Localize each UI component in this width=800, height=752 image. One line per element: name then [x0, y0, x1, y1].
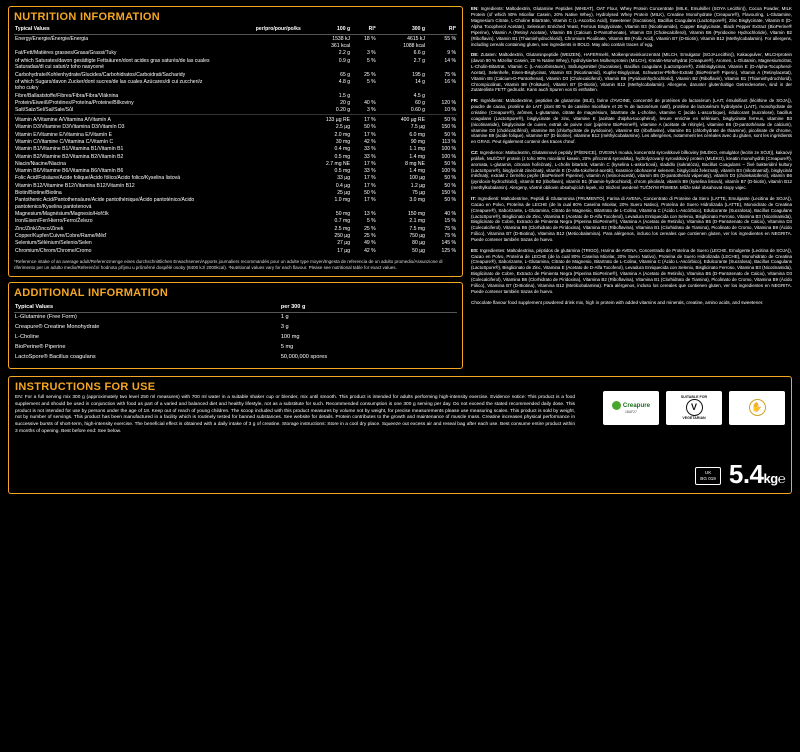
nutrition-row-ri2: 125 % — [441, 247, 456, 254]
nutrition-row-100g: 50 mg — [335, 211, 351, 218]
nutrition-row — [14, 146, 457, 153]
nutrition-row-300g: 60 g — [415, 99, 425, 106]
nutrition-row-ri1: 5 % — [366, 218, 376, 225]
nutrition-row-ri1: 33 % — [364, 153, 376, 160]
estimated-sign-icon: ℮ — [777, 470, 785, 486]
nutrition-row-per — [213, 78, 301, 92]
nutrition-row-100g: 361 kcal — [331, 43, 351, 50]
nutrition-row-100g: 2.5 mg — [334, 225, 351, 232]
nutrition-row — [14, 168, 457, 175]
ingredients-text: Ingredienti: Maltodestrine, Peptidi di Glutammina (FRUMENTO), Farina di AVENA, Concentrato di Proteine da Siero (LATTE, Emulgante (Lecitina de SOJA)), Cacao en Polvo, Proteína de LECHE (de la cual 80% Caseína Micelar, 20% Suero Nativo), Proteína de Suero Hidrolizada (LATTE), Monoidrato de Creatina (Creapure®), Saborizante, L-Glutamina, Citrato de Magnesio, Bitartrato de L-Colina, Vitamina C (Ácido L-Ascórbico), Edulcorante (Sucralosa), Bacillus Coagulans (LactoSpore®), Bisglicinato de Zinc, Vitamina E (Acetato de D-Alfa Tocoferol), Levadura Enriquecida con Selenio, Bisglicinato Ferroso, Vitamina B3 (Nicotinamida), Bisglicinato de Cobre, Extracto de Pimienta Negra (Piperina BioPerine®), Vitamina A (Acetato de Retinilo), Vitamina B5 (D-Pantotenato de Calcio), Vitamina D3 (Colecalciferol), Vitamina B6 (Clorhidrato de Piridoxina), Vitamina B2 (Riboflavina), Vitamina B1 (Clorhidrato de Tiamina), Picolinato de Cromo, Vitamina B9 (Ácido Fólico), Vitamina B7 (D-Biotina), Vitamina B12 (Meticobalamina). Para alérgenos, incluso los cereales que contienen gluten, ver los ingredientes en NEGRITA. Puede contener también trazas de huevo. — [471, 195, 792, 243]
nutrition-row-ri1: 17 % — [364, 160, 376, 167]
nutrition-row-per — [213, 35, 301, 43]
nutrition-row-per — [213, 107, 301, 115]
additional-row — [14, 353, 457, 363]
nutrition-row — [14, 161, 457, 168]
additional-row-name: L-Choline — [15, 334, 39, 341]
nutrition-row-per — [213, 175, 301, 182]
nutrition-row-ri2: 100 % — [441, 146, 456, 153]
nutrition-header-typical: Typical Values — [14, 26, 213, 35]
nutrition-footnote: *Reference intake of an average adult/Referenzmenge eines durchschnittlichen Erwachsenen/Apports journaliers recommandés pour un adulte type moyen/Ingesta de referencia de un adulto promedio/Assunzione di riferimento per un adulto medio/Referenční hodnota příjmu u průměrné dospělé osoby (8400 kJ/ 2000kcal). ¹Nutritional values vary for each flavour. Please see nutritional table for exact values. — [14, 258, 443, 270]
nutrition-row-ri1 — [351, 92, 377, 99]
nutrition-row-per — [213, 43, 301, 50]
ingredients-block — [471, 196, 792, 243]
nutrition-row-ri1: 17 % — [364, 197, 376, 204]
nutrition-body — [14, 35, 457, 255]
right-column — [471, 6, 792, 374]
nutrition-row — [14, 100, 457, 107]
uk-health-mark — [695, 467, 721, 484]
nutrition-row-ri2: 40 % — [444, 211, 456, 218]
ingredients-language-code: EN: — [471, 6, 479, 11]
ingredients-block — [471, 6, 792, 47]
weight-area — [695, 458, 785, 489]
nutrition-row-300g: 75 µg — [412, 190, 425, 197]
nutrition-row-name: Biotin/Biotine/Biotina — [15, 190, 62, 197]
nutrition-row-ri2: 50 % — [444, 175, 456, 182]
nutrition-row-100g: 133 µg RE — [302, 115, 351, 124]
additional-panel — [8, 282, 463, 369]
vegetarian-line2: VEGETARIAN — [682, 416, 706, 421]
nutrition-row-300g: 7.5 mg — [409, 225, 425, 232]
nutrition-row-100g: 0.5 mg — [334, 153, 351, 160]
nutrition-row-300g: 50 µg — [412, 247, 425, 254]
nutrition-header-ri1: RI* — [351, 26, 377, 35]
label-columns — [8, 6, 792, 374]
nutrition-row-100g: 2.5 µg — [335, 124, 351, 131]
nutrition-row-ri1: 42 % — [364, 139, 376, 145]
nutrition-row-ri2: 10 % — [444, 107, 456, 114]
nutrition-row-per — [213, 247, 301, 254]
nutrition-row — [14, 190, 457, 197]
nutrition-row — [14, 240, 457, 247]
additional-row-name: L-Glutamine (Free Form) — [15, 314, 77, 321]
nutrition-row — [14, 50, 457, 57]
additional-row — [14, 323, 457, 333]
nutrition-row-ri1: 25 % — [364, 233, 376, 240]
nutrition-row-per — [213, 100, 301, 107]
nutrition-row-ri2: 50 % — [426, 115, 457, 124]
hand-icon: ✋ — [749, 399, 766, 416]
nutrition-row-100g: 65 g — [340, 71, 351, 78]
nutrition-row-ri2: 50 % — [444, 197, 456, 204]
nutrition-row — [14, 175, 457, 182]
nutrition-row-per — [213, 168, 301, 175]
nutrition-row-name: Vitamin A/Vitamine A/Vitamina A/Vitamín A — [14, 115, 213, 124]
nutrition-row-ri2: 75 % — [444, 71, 456, 78]
nutrition-row-name: Chromium/Chrom/Chrome/Cromo — [15, 247, 92, 254]
net-weight — [728, 458, 785, 489]
nutrition-row-name: Copper/Kupfer/Cuivre/Cobre/Rame/Měď — [15, 233, 107, 240]
nutrition-row-300g: 14 g — [415, 78, 425, 85]
additional-row-value: 50,000,000 spores — [280, 354, 328, 361]
creapure-logo — [612, 401, 650, 410]
nutrition-row-ri2: 100 % — [441, 168, 456, 175]
nutrition-row-name: Vitamin B6/Vitamine B6/Vitamina B6/Vitamín B6 — [15, 168, 124, 175]
ingredients-text: Ingredience: Maltodextrin, Glutaminové peptidy (PŠENICE), OVESNÁ mouka, koncentrát syrovátkové bílkoviny (MLÉKO, emulgátor (lecitin ze SÓJI)), kakaový prášek, MLÉČNÝ protein (z toho 80% micelární kasein, 20% přirozená syrovátka), hydrolyzovaný syrovátkový protein (MLÉKO), kreatin monohydrát (Creapure®), aromata, L-glutamin, citronan hořečnatý, L-cholin bitartrát, vitamín C (kyselina L-askorbová), sladidlo (sukralóza), Bacillus Coagulans – živé bakteriální kultury (LactoSpore®), bisglycinát zinečnatý, vitamín E (D-alfa-tokoferol-acetát), kvasnice obohacené selenem, bisglycinát železnatý, vitamín B3 (nikotinamid), bisglycinát měďnatý, extrakt z černého pepře (BioPerine® Piperine), vitamín A (retinol-acetát), vitamín B5 (D-pantothenát vápenatý), vitamín D3 (cholekalciferol), vitamín B6 (pyridoxin-hydrochlorid), vitamín B2 (riboflavin), vitamín B1 (thiamin-hydrochlorid), chrom pikolinát, vitamín B9 (kyselina listová), vitamín B7 (D-biotin), vitamín B12 (methylkobalamin). Alergeny, včetně obilovin obsahujících lepek, viz Složení uvedené TUČNÝM PÍSMEM. Může také obsahovat stopy vajec. — [471, 149, 792, 191]
nutrition-row-ri1: 40 % — [364, 99, 376, 106]
product-description: Chocolate flavour food supplement powdered drink mix, high in protein with added vitamins and minerals, creatine, amino acids, and sweetener. — [471, 299, 764, 305]
nutrition-row-ri1: 33 % — [364, 168, 376, 175]
nutrition-row-ri1: 17 % — [364, 131, 376, 138]
nutrition-row-name: Vitamin D3/Vitamine D3/Vitamina D3/Vitamín D3 — [15, 124, 125, 131]
nutrition-row-ri2: 150 % — [441, 124, 456, 131]
nutrition-row-name: Vitamin B12/Vitamine B12/Vitamina B12/Vitamín B12 — [15, 182, 135, 189]
instructions-text: EN: For a full serving mix 300 g (approximately two level 250 ml measures) with 700 ml water in a suitable shaker cup or blender, mix until smooth. This product is intended for adults performing high-intensity exercise. Evidence notice: This product is a food supplement and should be used in conjunction with food as part of a varied and balanced diet and healthy lifestyle, not as a substitute for such. Recommended consumption is one 300 g serving per day. Do not exceed the stated recommended daily dose. This product is not intended for use by persons under the age of 18. Keep out of reach of young children. The scoop included with this product measures by volume not by weight, for precise measurements please use measuring scales. This product is sold by weight, not by number of servings. This product has been manufactured in a facility which is routinely tested for banned substances. See website for details. Protein contributes to the growth and maintenance of muscle mass. Creatine increases physical performance in successive bursts of short-term, high-intensity exercise. The beneficial effect is obtained with a daily intake of 3 g of creatine. Storage instructions: Store in a cool dry place. Squeeze out excess air and reseal bag after each use. Best consume entire product within 3 months of opening. Best before end: See below. — [15, 394, 575, 435]
nutrition-row-100g: 0.20 g — [335, 107, 351, 114]
nutrition-row-per — [213, 124, 301, 131]
nutrition-row-name: Carbohydrate/Kohlenhydrate/Glucides/Carbohidratos/Carboidrati/Sacharidy — [15, 71, 186, 78]
nutrition-row-per — [213, 240, 301, 247]
nutrition-row-per — [213, 146, 301, 153]
nutrition-row — [14, 139, 457, 146]
nutrition-row-ri2: 15 % — [444, 218, 456, 225]
nutrition-row — [14, 225, 457, 232]
nutrition-row-ri1 — [351, 43, 377, 50]
nutrition-row-ri2: 50 % — [444, 131, 456, 138]
nutrition-row-ri1: 50 % — [364, 124, 376, 131]
nutrition-row-name: Folic Acid/Folsäure/Acide folique/Ácido fólico/Acido folico/Kyselina listová — [15, 175, 181, 182]
nutrition-row-ri2: 14 % — [444, 57, 456, 64]
nutrition-row-300g: 8 mg NE — [405, 160, 425, 167]
nutrition-row-ri1: 5 % — [366, 57, 376, 64]
ingredients-language-code: FR: — [471, 97, 479, 103]
nutrition-row-per — [213, 190, 301, 197]
nutrition-row-per — [213, 211, 301, 218]
nutrition-row-300g: 1.1 mg — [409, 146, 425, 153]
creapure-badge — [603, 391, 659, 425]
nutrition-row-name — [14, 43, 213, 50]
nutrition-row-ri2: 16 % — [444, 78, 456, 85]
nutrition-row-300g: 400 µg RE — [377, 115, 426, 124]
nutrition-row-100g: 2.0 mg — [334, 131, 351, 138]
nutrition-row-300g: 1.2 µg — [410, 182, 425, 189]
nutrition-header-row — [14, 26, 457, 35]
additional-table — [14, 302, 457, 363]
ingredients-text: Ingrédients: Maltodextrine, peptides de glutamine (BLÉ), farine d'AVOINE, concentré de protéines de lactosérum (LAIT, émulsifiant (lécithine de SOJA)), poudre de cacao, protéine de LAIT (dont 80 % de caséine micellaire et 20 % de lactosérum natif), protéine de lactosérum hydrolysée (LAIT), monohydrate de créatine (Creapure®), arômes, L-glutamine, citrate de magnésium, bitartrate de L-choline, vitamine C (acide L-ascorbique), édulcorant (sucralose), bacillus coagulans (LactoSpore®), bisglycinate de zinc, vitamine E (acétate d'alpha-tocophérol), levure enrichie en sélénium, bisglycinate ferreux, vitamine B3 (nicotinamide), bisglycinate de cuivre, extrait de poivre noir (pipérine BioPerine®), vitamine A (acétate de rétinyle), vitamine B5 (D-pantothénate de calcium), vitamine D3 (cholécalciférol), vitamine B6 (chlorhydrate de pyridoxine), vitamine B2 (riboflavine), vitamine B1 (chlorhydrate de thiamine), picolinate de chrome, vitamine B9 (acide folique), vitamine B7 (D-biotine), vitamine B12 (méthylcobalamine). Les allergènes, notamment les céréales avec du gluten, sont les ingrédients en GRAS. Peut également contenir des traces d'œuf. — [471, 97, 793, 145]
nutrition-row-per — [213, 153, 301, 160]
instructions-panel — [8, 376, 792, 494]
nutrition-row-ri1: 3 % — [366, 50, 376, 57]
nutrition-header-100g: 100 g — [302, 26, 351, 35]
nutrition-row — [14, 57, 457, 71]
nutrition-row-name: Fat/Fett/Matières grasses/Grasa/Grassi/Tuky — [15, 50, 117, 57]
nutrition-row-per — [213, 161, 301, 168]
nutrition-row-name: Pantothenic Acid/Pantothensäure/Acide pantothénique/Ácido pantoténico/Acido pantotenico/Kyselina pantotenová — [15, 197, 195, 210]
nutrition-row-100g: 17 µg — [337, 247, 351, 254]
nutrition-row-300g: 1088 kcal — [403, 43, 425, 50]
additional-row-value: 5 mg — [280, 344, 294, 351]
nutrition-row-ri1: 50 % — [364, 190, 376, 197]
nutrition-row-100g: 2.7 mg NE — [326, 160, 351, 167]
additional-row-value: 3 g — [280, 324, 289, 331]
nutrition-row-100g: 0.4 µg — [335, 182, 351, 189]
nutrition-row-per — [213, 233, 301, 240]
nutrition-row-ri2: 75 % — [444, 233, 456, 240]
ingredients-language-code: ES: — [471, 247, 479, 253]
leaf-icon — [612, 401, 621, 410]
nutrition-row-name: Energy/Energie/Énergie/Energia — [15, 35, 89, 42]
ingredients-container — [471, 6, 792, 295]
additional-header-typical: Typical Values — [14, 302, 280, 312]
nutrition-row-ri1: 18 % — [364, 35, 376, 42]
additional-body — [14, 312, 457, 362]
nutrition-row-per — [213, 71, 301, 78]
nutrition-row-per — [213, 131, 301, 138]
nutrition-row-per — [213, 218, 301, 225]
nutrition-row-100g: 2.2 g — [338, 50, 351, 57]
nutrition-row-100g: 0.7 mg — [334, 218, 351, 225]
vegetarian-v-icon: V — [686, 399, 703, 416]
ingredients-text: Zutaten: Maltodextrin, Glutaminpeptide (WEIZEN), HAFERmehl, Molkenproteinkonzentrat (MILCH, Emulgator (SOJALecithin)), Kakaopulver, MILCHprotein (davon 80 % Mizellar Casein, 20 % Native Whey), hydrolysiertes Molkenprotein (MILCH), Kreatin-Monohydrat (Creapure®), Aromen, L-Glutamin, Magnesiumcitrat, L-Cholin-Bitartrat, Vitamin C (L-Ascorbinsäure), Süßungsmittel (Sucralose), Bacillus coagulans (LactoSpore®), Zinkbisglycinat, Vitamin E (D-Alpha-Tocopherol-Acetat), Selenhefe, Eisen-Bisglycinat, Vitamin B3 (Nicotinamid), Kupfer-Bisglycinat, Schwarzer-Pfeffer-Extrakt (BioPerine® Piperin), Vitamin A (Retinylacetat), Vitamin B5 (Calcium-D-Pantothenat), Vitamin D3 (Cholecalciferol), Vitamin B6 (Pyridoxinhydrochlorid), Vitamin B2 (Riboflavin), Vitamin B1 (Thiaminhydrochlorid), Chrompicolinat, Vitamin B9 (Folsäure), Vitamin B7 (D-Biotin), Vitamin B12 (Methylcobalamin). Allergene, darunter glutenhaltige Getreidesorten, sind in der Zutatenliste FETT gedruckt. Kann auch Spuren von Ei enthalten. — [471, 51, 792, 93]
nutrition-row-300g: 80 µg — [412, 240, 425, 247]
nutrition-row-300g: 4.5 g — [413, 92, 425, 99]
nutrition-row-ri2: 50 % — [444, 160, 456, 167]
nutrition-row-name: Zinc/Zink/Zinco/Zinek — [15, 225, 64, 232]
creapure-label: Creapure — [622, 401, 651, 409]
nutrition-row — [14, 115, 457, 124]
nutrition-row-100g: 1.0 mg — [334, 197, 351, 204]
additional-row-value: 100 mg — [280, 334, 300, 341]
nutrition-header-ri2: RI* — [426, 26, 457, 35]
nutrition-row-name: Vitamin B2/Vitamine B2/Vitamina B2/Vitamín B2 — [15, 153, 124, 160]
nutrition-row — [14, 78, 457, 92]
nutrition-row — [14, 71, 457, 78]
nutrition-row-ri1: 25 % — [364, 71, 376, 78]
nutrition-row-300g: 195 g — [412, 71, 425, 78]
nutrition-row-ri1: 17 % — [364, 175, 376, 182]
nutrition-row — [14, 35, 457, 43]
nutrition-row-300g: 3.0 mg — [409, 197, 425, 204]
ingredients-text: Ingredientes: Maltodextrina, péptidos de glutamina (TRIGO), Harina de AVENA, Concentrado de Proteína de Suero (LECHE, Emulgente (Lecitina de SOJA)), Cacao en Polvo, Proteína de LECHE (de la cual 80% Caseína Micelar, 20% Suero Nativo), Proteína de Suero Hidrolizada (LECHE), Monohidrato de Creatina (Creapure®), Saborizante, L-Glutamina, Citrato de Magnesio, Bitartrato de L-Colina, Vitamina C (Ácido L-Ascórbico), Edulcorante (Sucralosa), Bacillus Coagulans (LactoSpore®), Bisglicinato de Zinc, Vitamina E (Acetato de D-Alfa Tocoferol), Levadura Enriquecida con Selenio, Bisglicinato Ferroso, Vitamina B3 (Nicotinamida), Bisglicinato de Cobre, Extracto de Pimienta Negra (Piperina BioPerine®), Vitamina A (Acetato de Retinilo), Vitamina B5 (D-Pantotenato de Calcio), Vitamina D3 (Colecalciferol), Vitamina B6 (Clorhidrato de Piridoxina), Vitamina B2 (Riboflavina), Vitamina B1 (Clorhidrato de Tiamina), Picolinato de Cromo, Vitamina B9 (Ácido Fólico), Vitamina B7 (D-Biotina), Vitamina B12 (Metilcobalamina). Para alérgenos, incluso los cereales que contienen gluten, ver los ingredientes en NEGRITA. Puede contener también trazas de huevo. — [471, 247, 793, 295]
nutrition-row-300g: 6.6 g — [413, 50, 425, 57]
nutrition-row-300g: 750 µg — [409, 233, 425, 240]
nutrition-row-100g: 250 µg — [334, 233, 351, 240]
nutrition-row-300g: 4615 kJ — [407, 35, 425, 42]
additional-row — [14, 333, 457, 343]
nutrition-row — [14, 197, 457, 211]
halal-badge — [729, 391, 785, 425]
nutrition-row — [14, 107, 457, 115]
nutrition-row-per — [213, 225, 301, 232]
nutrition-row-300g: 150 mg — [408, 211, 425, 218]
nutrition-row-name: Protein/Eiweiß/Protéines/Proteína/Proteine/Bílkoviny — [15, 99, 134, 106]
nutrition-row-300g: 100 µg — [409, 175, 425, 182]
uk-mark-line1: UK — [704, 470, 712, 476]
ingredients-block — [471, 98, 792, 145]
ingredients-block — [471, 248, 792, 295]
nutrition-row-per — [213, 50, 301, 57]
nutrition-row — [14, 124, 457, 131]
nutrition-row-ri2: 50 % — [444, 182, 456, 189]
nutrition-row-per — [213, 139, 301, 146]
nutrition-row-ri2: 55 % — [444, 35, 456, 42]
nutrition-row-ri2: 9 % — [447, 50, 456, 57]
nutrition-row-ri1: 5 % — [366, 78, 376, 85]
nutrition-row-per — [213, 115, 301, 124]
nutrition-row-100g: 0.5 mg — [334, 168, 351, 175]
additional-title: ADDITIONAL INFORMATION — [14, 286, 169, 299]
nutrition-row-ri2: 100 % — [441, 153, 456, 160]
nutrition-row-name: Niacin/Niacine/Niacina — [15, 160, 66, 167]
nutrition-row-ri2: 113 % — [441, 139, 456, 145]
nutrition-row-ri2: 145 % — [441, 240, 456, 247]
nutrition-row-300g: 1.4 mg — [409, 168, 425, 175]
nutrition-row-ri2 — [426, 43, 457, 50]
nutrition-row-100g: 20 g — [340, 99, 351, 106]
nutrition-row-name: Selenium/Sélénium/Selenio/Selen — [15, 240, 92, 247]
nutrition-row — [14, 247, 457, 254]
nutrition-row-name: Vitamin B1/Vitamine B1/Vitamina B1/Vitamín B1 — [15, 146, 124, 153]
nutrition-row-300g: 6.0 mg — [409, 131, 425, 138]
nutrition-row-ri2: 75 % — [444, 225, 456, 232]
nutrition-row-100g: 25 µg — [337, 190, 351, 197]
nutrition-row-ri1: 25 % — [364, 225, 376, 232]
nutrition-row-name: Iron/Eisen/Fer/Hierro/Ferro/Železo — [15, 218, 93, 225]
additional-row-name: Creapure® Creatine Monohydrate — [15, 324, 100, 331]
nutrition-row-name: of which Saturates/davon gesättigte Fettsäuren/dont acides gras saturés/de las cuales Saturadas/di cui saturi/z toho nasycené — [15, 57, 210, 71]
creapure-code: 18AF27 — [625, 409, 637, 414]
nutrition-row-name: of which Sugars/davon Zucker/dont sucres/de las cuales Azúcares/di cui zuccheri/z toho cukry — [15, 78, 203, 92]
nutrition-row-300g: 2.7 g — [413, 57, 425, 64]
nutrition-row-100g: 0.9 g — [338, 57, 351, 64]
nutrition-row-100g: 30 mg — [335, 139, 351, 145]
nutrition-row-per — [213, 182, 301, 189]
ingredients-block — [471, 150, 792, 191]
nutrition-table — [14, 26, 457, 255]
nutrition-row-per — [213, 92, 301, 99]
additional-row — [14, 312, 457, 322]
certification-badges — [603, 391, 785, 425]
uk-mark-line2: BG 019 — [700, 475, 716, 481]
ingredients-language-code: CZ: — [471, 149, 479, 155]
additional-row-name: LactoSpore® Bacillus coagulans — [15, 354, 96, 361]
nutrition-row-ri1: 17 % — [364, 182, 376, 189]
nutrition-row — [14, 92, 457, 99]
nutrition-row-name: Vitamin E/Vitamine E/Vitamina E/Vitamín E — [15, 131, 113, 138]
nutrition-row-100g: 1.5 g — [338, 92, 351, 99]
nutrition-row — [14, 131, 457, 138]
vegetarian-line1: SUITABLE FOR — [680, 394, 708, 399]
nutrition-row-100g: 27 µg — [337, 240, 351, 247]
nutrition-row-ri1: 49 % — [364, 240, 376, 247]
nutrition-row-ri2: 150 % — [441, 190, 456, 197]
nutrition-row-ri2: 120 % — [441, 99, 456, 106]
additional-row-name: BioPerine® Piperine — [15, 344, 66, 351]
nutrition-row-300g: 2.1 mg — [409, 218, 425, 225]
nutrition-row — [14, 218, 457, 225]
nutrition-row-ri2 — [426, 92, 457, 99]
nutrition-row-100g: 33 µg — [337, 175, 351, 182]
nutrition-row — [14, 43, 457, 50]
nutrition-row — [14, 211, 457, 218]
nutrition-title: NUTRITION INFORMATION — [14, 11, 161, 23]
nutrition-row-ri1: 42 % — [364, 247, 376, 254]
left-column — [8, 6, 463, 374]
nutrition-row-ri1: 17 % — [351, 115, 377, 124]
nutrition-header-per: per/pro/pour/po/ks — [213, 26, 301, 35]
nutrition-row-name: Magnesium/Magnésium/Magnesio/Hořčík — [15, 211, 109, 218]
nutrition-row-100g: 1538 kJ — [332, 35, 351, 42]
ingredients-language-code: DE: — [471, 51, 479, 57]
additional-row-value: 1 g — [280, 314, 289, 321]
ingredients-language-code: IT: — [471, 195, 476, 201]
ingredients-text: Ingredients: Maltodextrin, Glutamine Peptides (WHEAT), OAT Flour, Whey Protein Concentrate (MILK, Emulsifier (SOYA Lecithin)), Cocoa Powder, MILK Protein (of which 80% Micellar Casein, 20% Native Whey), Hydrolysed Whey Protein (MILK), Creatine Monohydrate (Creapure®), Flavouring, L-Glutamine, Magnesium Citrate, L-Choline Bitartrate, Vitamin C (L-Ascorbic Acid), Sweetener (Sucralose), Bacillus Coagulans (LactoSpore®), Zinc Bisglycinate, Vitamin E (D-Alpha Tocopherol Acetate), Selenium Enriched Yeast, Ferrous Bisglycinate, Vitamin B3 (Nicotinamide), Copper Bisglycinate, Black Pepper Extract (BioPerine® Piperine), Vitamin A (Retinyl Acetate), Vitamin B5 (Calcium D-Pantothenate), Vitamin D3 (Cholecalciferol), Vitamin B6 (Pyridoxine Hydrochloride), Vitamin B2 (Riboflavin), Vitamin B1 (Thiaminhydrochlorid), Chromium Picolinate, Vitamin B9 (Folic Acid), Vitamin B7 (D-Biotin), Vitamin B12 (Methylcobalamin). For allergens, including cereals containing gluten, see ingredients in BOLD. May also contain traces of egg. — [471, 6, 792, 47]
nutrition-row-ri1: 13 % — [364, 211, 376, 218]
nutrition-row-ri1: 3 % — [366, 107, 376, 114]
instructions-title: INSTRUCTIONS FOR USE — [15, 380, 156, 393]
additional-header-row — [14, 302, 457, 312]
nutrition-panel — [8, 6, 463, 277]
vegetarian-badge — [666, 391, 722, 425]
ingredients-block — [471, 52, 792, 93]
nutrition-row-300g: 1.4 mg — [409, 153, 425, 160]
nutrition-row-name: Salt/Salz/Sel/Sal/Sale/Sůl — [15, 107, 74, 114]
nutrition-row-100g: 0.4 mg — [334, 146, 351, 153]
net-weight-unit: kg — [763, 470, 778, 486]
nutrition-row — [14, 182, 457, 189]
nutrition-row — [14, 233, 457, 240]
nutrition-row-300g: 90 mg — [410, 139, 425, 145]
nutrition-row-300g: 0.60 g — [410, 107, 425, 114]
nutrition-row-100g: 4.8 g — [338, 78, 351, 85]
additional-row — [14, 343, 457, 353]
nutrition-row-name: Fibre/Ballaststoffe/Fibres/Fibra/Fibra/Vláknina — [15, 92, 119, 99]
nutrition-row-name: Vitamin C/Vitamine C/Vitamina C/Vitamín C — [15, 139, 114, 145]
additional-header-per300: per 300 g — [280, 302, 457, 312]
net-weight-value: 5.4 — [728, 458, 764, 489]
nutrition-row-ri1: 33 % — [364, 146, 376, 153]
nutrition-header-300g: 300 g — [377, 26, 426, 35]
nutrition-row — [14, 153, 457, 160]
nutrition-row-per — [213, 197, 301, 211]
nutrition-row-per — [213, 57, 301, 71]
nutrition-row-300g: 7.5 µg — [410, 124, 425, 131]
